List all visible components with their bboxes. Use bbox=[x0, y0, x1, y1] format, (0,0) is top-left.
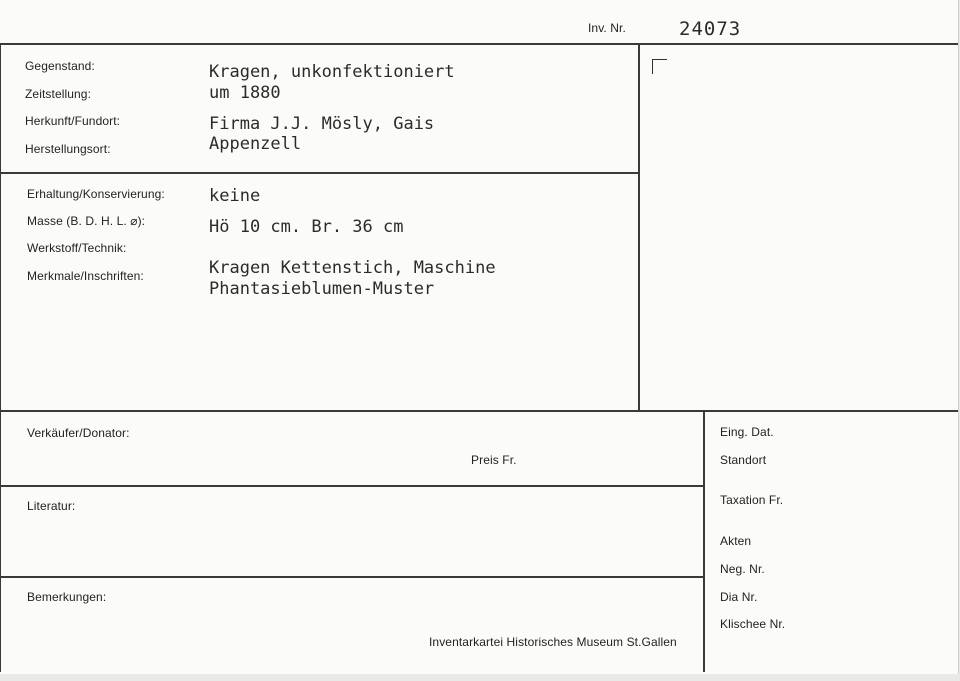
literatur-label: Literatur: bbox=[27, 499, 76, 513]
verkaeufer-label: Verkäufer/Donator: bbox=[27, 426, 130, 440]
zeitstellung-label: Zeitstellung: bbox=[25, 87, 91, 101]
herkunft-label: Herkunft/Fundort: bbox=[25, 114, 121, 128]
inv-number-label: Inv. Nr. bbox=[588, 21, 626, 35]
bemerkungen-label: Bemerkungen: bbox=[27, 590, 107, 604]
corner-mark bbox=[652, 59, 667, 74]
rule-upper-vertical bbox=[638, 43, 640, 412]
rule-middle bbox=[0, 410, 958, 412]
gegenstand-label: Gegenstand: bbox=[25, 59, 95, 73]
herstellungsort-value: Appenzell bbox=[209, 134, 302, 154]
merkmale-value-line2: Phantasieblumen-Muster bbox=[209, 279, 435, 299]
footer-imprint: Inventarkartei Historisches Museum St.Gallen bbox=[429, 635, 677, 649]
klischee-nr-label: Klischee Nr. bbox=[720, 617, 786, 631]
eing-dat-label: Eing. Dat. bbox=[720, 425, 774, 439]
neg-nr-label: Neg. Nr. bbox=[720, 562, 765, 576]
inv-number-value: 24073 bbox=[679, 18, 742, 40]
erhaltung-value: keine bbox=[209, 186, 261, 206]
rule-top bbox=[0, 43, 958, 45]
erhaltung-label: Erhaltung/Konservierung: bbox=[27, 187, 165, 201]
masse-label: Masse (B. D. H. L. ⌀): bbox=[27, 214, 146, 228]
merkmale-label: Merkmale/Inschriften: bbox=[27, 269, 144, 283]
taxation-label: Taxation Fr. bbox=[720, 493, 784, 507]
werkstoff-label: Werkstoff/Technik: bbox=[27, 241, 127, 255]
rule-bemerkungen-top bbox=[0, 576, 703, 578]
rule-lower-vertical bbox=[703, 410, 705, 672]
rule-literatur-top bbox=[0, 485, 703, 487]
preis-label: Preis Fr. bbox=[471, 453, 517, 467]
herkunft-value: Firma J.J. Mösly, Gais bbox=[209, 114, 435, 134]
merkmale-value-line1: Kragen Kettenstich, Maschine bbox=[209, 258, 496, 278]
zeitstellung-value: um 1880 bbox=[209, 83, 281, 103]
dia-nr-label: Dia Nr. bbox=[720, 590, 758, 604]
standort-label: Standort bbox=[720, 453, 767, 467]
akten-label: Akten bbox=[720, 534, 752, 548]
herstellungsort-label: Herstellungsort: bbox=[25, 142, 111, 156]
rule-section1-bottom bbox=[0, 172, 639, 174]
gegenstand-value: Kragen, unkonfektioniert bbox=[209, 62, 455, 82]
masse-value: Hö 10 cm. Br. 36 cm bbox=[209, 217, 404, 237]
rule-left-edge bbox=[0, 43, 1, 672]
